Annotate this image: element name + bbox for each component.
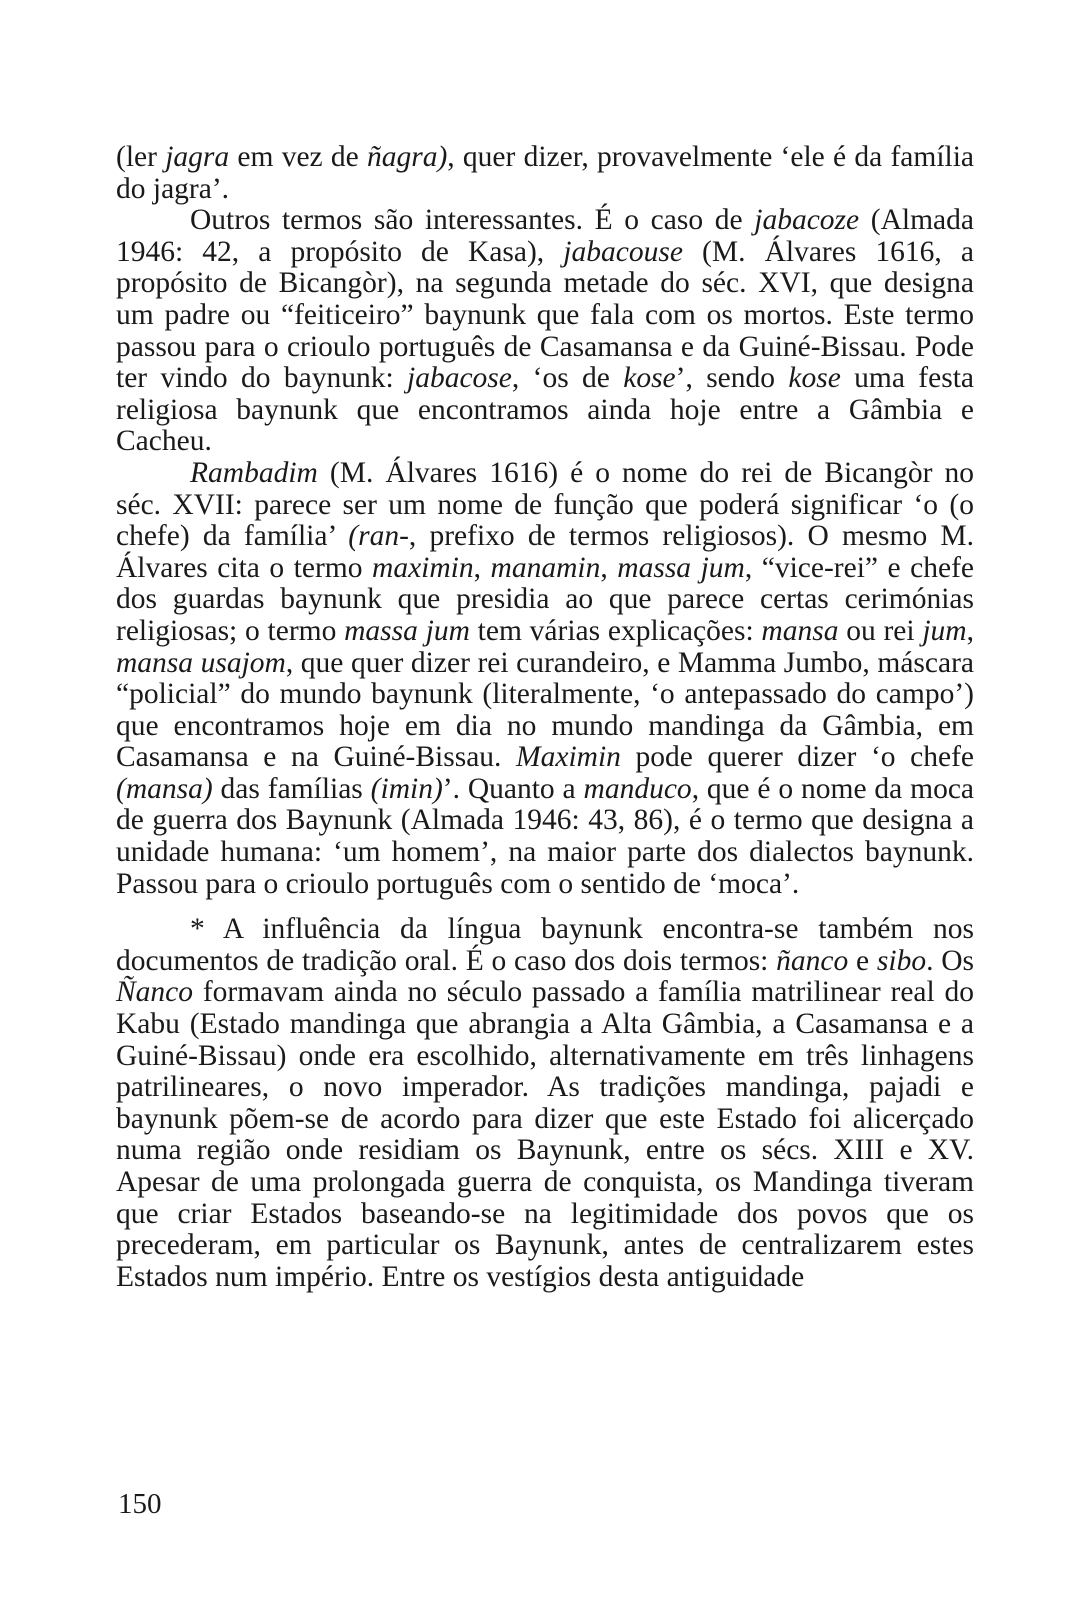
text-run: , prefixo de termos religiosos). O mesmo M. Álvares cita o termo [116, 520, 974, 584]
italic-term: Ñanco [116, 976, 194, 1009]
italic-term: jagra [165, 141, 230, 173]
italic-term: manduco [583, 772, 692, 805]
italic-term: massa jum [617, 551, 745, 584]
italic-term: (ran- [348, 520, 409, 553]
italic-term: manamin [490, 551, 601, 584]
paragraph-1 [116, 142, 974, 205]
text-run: , [966, 614, 974, 647]
italic-term: jabacose [407, 362, 512, 395]
text-run: ’. Quanto a [442, 772, 584, 805]
text-run: formavam ainda no século passado a família matrilinear real do Kabu (Estado mandinga que abrangia a Alta Gâmbia, a Casamansa e a Guiné-Bissau) onde era escolhido, alternativamente em três linhagens patrilineares, o novo imperador. As tradições mandinga, pajadi e baynunk põem-se de acordo para dizer que este Estado foi alicerçado numa região onde residiam os Baynunk, entre os sécs. XIII e XV. Apesar de uma prolongada guerra de conquista, os Mandinga tiveram que criar Estados baseando-se na legitimidade dos povos que os precederam, em particular os Baynunk, antes de centralizarem estes Estados num império. Entre os vestígios desta antiguidade [116, 976, 974, 1293]
italic-term: jabacoze [754, 204, 860, 237]
text-run: uma festa religiosa baynunk que encontramos ainda hoje entre a Gâmbia e Cacheu. [116, 362, 974, 458]
text-run: , que quer dizer rei curandeiro, e Mamma Jumbo, máscara “policial” do mundo baynunk (literalmente, ‘o antepassado do campo’) que encontramos hoje em dia no mundo mandinga da Gâmbia, em Casamansa e na Guiné-Bissau. [116, 646, 974, 774]
italic-term: Maximin [516, 741, 621, 774]
text-run: ’, sendo [675, 362, 789, 395]
italic-term: Rambadim [190, 456, 318, 489]
text-run: das famílias [212, 772, 371, 805]
text-run: (M. Álvares 1616) é o nome do rei de Bicangòr no séc. XVII: parece ser um nome de função que poderá significar ‘o (o chefe) da família’ [116, 456, 974, 553]
text-run: pode querer dizer ‘o chefe [620, 741, 974, 774]
italic-term: (mansa) [116, 772, 213, 805]
text-run: tem várias explicações: [469, 614, 762, 647]
text-run: , [473, 551, 491, 584]
italic-term: ñagra) [366, 141, 448, 173]
text-run: em vez de [229, 141, 367, 173]
text-run: , quer dizer, provavelmente ‘ele é da família do jagra’. [116, 141, 975, 205]
text-run: (M. Álvares 1616, a propósito de Bicangòr), na segunda metade do séc. XVI, que designa um padre ou “feiticeiro” baynunk que fala com os mortos. Este termo passou para o crioulo português de Casamansa e da Guiné-Bissau. Pode ter vindo do baynunk: [116, 235, 975, 395]
italic-term: mansa [761, 614, 839, 647]
italic-term: ñanco [776, 944, 849, 977]
text-run: * A influência da língua baynunk encontra-se também nos documentos de tradição oral. É o caso dos dois termos: [116, 913, 974, 977]
text-run: , que é o nome da moca de guerra dos Baynunk (Almada 1946: 43, 86), é o termo que designa a unidade humana: ‘um homem’, na maior parte dos dialectos baynunk. Passou para o crioulo português com o sentido de ‘moca’. [116, 772, 975, 900]
italic-term: kose [788, 362, 841, 395]
paragraph-3 [116, 458, 974, 900]
text-run: ou rei [838, 614, 923, 647]
italic-term: kose [623, 362, 676, 395]
page-number: 150 [118, 1488, 162, 1520]
italic-term: jum [922, 614, 967, 647]
italic-term: jabacouse [563, 235, 683, 268]
text-run: e [848, 944, 877, 977]
paragraph-4 [116, 914, 974, 1293]
italic-term: massa jum [344, 614, 470, 647]
text-run: , ‘os de [511, 362, 624, 395]
text-run: (Almada 1946: 42, a propósito de Kasa), [116, 204, 974, 268]
body-text [116, 142, 974, 1293]
text-run: (ler [116, 141, 166, 173]
text-run: Outros termos são interessantes. É o caso de [190, 204, 755, 237]
italic-term: (imin) [370, 772, 443, 805]
italic-term: maximin [372, 551, 474, 584]
text-run: . Os [926, 944, 975, 977]
text-run: , “vice-rei” e chefe dos guardas baynunk que presidia ao que parece certas cerimónias religiosas; o termo [116, 551, 975, 647]
italic-term: mansa usajom [116, 646, 286, 679]
text-run: , [600, 551, 618, 584]
italic-term: sibo [876, 944, 927, 977]
paragraph-2 [116, 205, 974, 458]
